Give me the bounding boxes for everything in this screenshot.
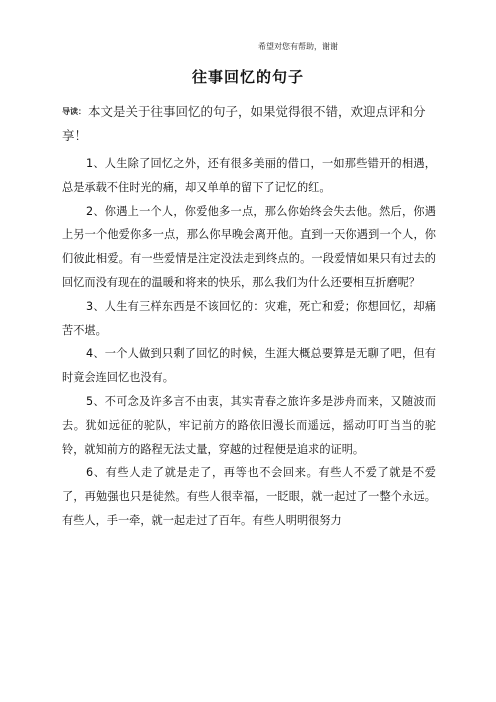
intro-lead: 导读： xyxy=(62,107,86,116)
body-text xyxy=(62,152,436,533)
paragraph: 3、人生有三样东西是不该回忆的：灾难，死亡和爱；你想回忆，却痛苦不堪。 xyxy=(62,299,436,337)
paragraph: 6、有些人走了就是走了，再等也不会回来。有些人不爱了就是不爱了，再勉强也只是徒然。有些人很幸福，一眨眼，就一起过了一整个永远。有些人，手一牵，就一起走过了百年。有些人明明很努力 xyxy=(62,466,436,527)
paragraph: 2、你遇上一个人，你爱他多一点，那么你始终会失去他。然后，你遇上另一个他爱你多一点，那么你早晚会离开他。直到一天你遇到一个人，你们彼此相爱。有一些爱情是注定没法走到终点的。一段爱情如果只有过去的回忆而没有现在的温暖和将来的快乐，那么我们为什么还要相互折磨呢？ xyxy=(62,204,436,289)
paragraph: 1、人生除了回忆之外，还有很多美丽的借口，一如那些错开的相遇，总是承载不住时光的痛，却又单单的留下了记忆的红。 xyxy=(62,157,436,194)
header-note: 希望对您有帮助，谢谢 xyxy=(258,42,338,51)
paragraph: 5、不可念及许多言不由衷，其实青春之旅许多是涉舟而来，又随波而去。犹如远征的驼队，牢记前方的路依旧漫长而遥远，摇动叮叮当当的驼铃，就知前方的路程无法丈量，穿越的过程便是追求的证明。 xyxy=(62,394,436,456)
paragraph: 4、一个人做到只剩了回忆的时候，生涯大概总要算是无聊了吧，但有时竟会连回忆也没有。 xyxy=(62,347,436,385)
intro xyxy=(62,100,438,148)
page-title: 往事回忆的句子 xyxy=(191,68,304,86)
intro-text: 本文是关于往事回忆的句子，如果觉得很不错，欢迎点评和分享！ xyxy=(62,104,426,143)
